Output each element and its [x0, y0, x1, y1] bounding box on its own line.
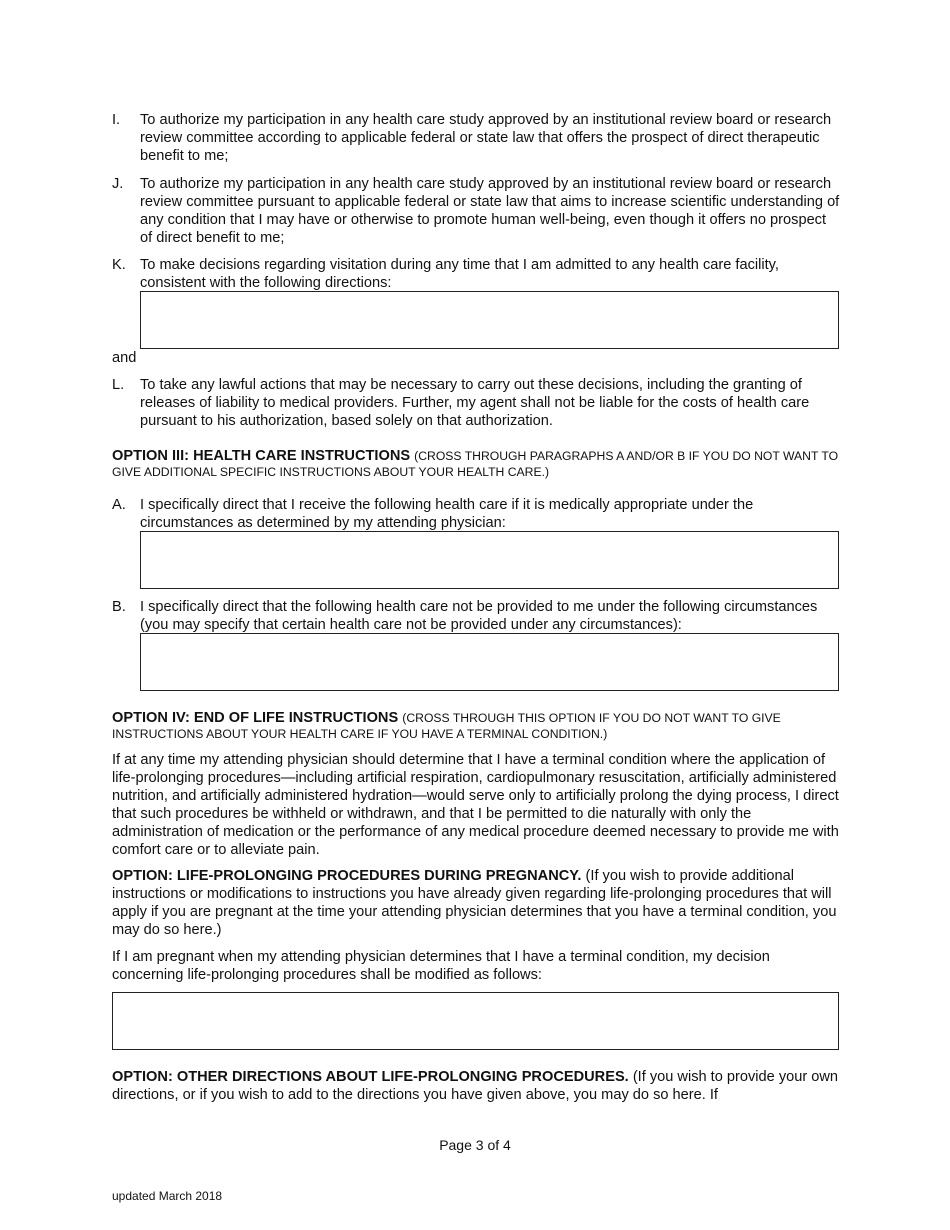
paragraph-text: To take any lawful actions that may be necessary to carry out these decisions, including the granting of releases of liability to medical providers. Further, my agent shall not be liable for the costs of health care pursuant to his authorization, based solely on that authorization. [140, 377, 810, 429]
other-directions-note: (If you wish to provide your own directions, or if you wish to add to the directions you have given above, you may do so here. If [112, 1069, 839, 1103]
paragraph-letter: J. [112, 176, 124, 192]
option-iii-title: OPTION III: HEALTH CARE INSTRUCTIONS [112, 448, 411, 464]
paragraph-letter: L. [112, 377, 125, 393]
paragraph-letter: A. [112, 497, 126, 513]
option-iii-note: (CROSS THROUGH PARAGRAPHS A AND/OR B IF YOU DO NOT WANT TO GIVE ADDITIONAL SPECIFIC INSTRUCTIONS ABOUT YOUR HEALTH CARE.) [112, 449, 839, 479]
paragraph-letter: I. [112, 112, 121, 128]
option-iv-heading [112, 710, 842, 742]
page-number: Page 3 of 4 [439, 1137, 511, 1153]
other-directions-paragraph [112, 1068, 842, 1104]
other-directions-title: OPTION: OTHER DIRECTIONS ABOUT LIFE-PROLONGING PROCEDURES. [112, 1069, 629, 1085]
option-iv-note: (CROSS THROUGH THIS OPTION IF YOU DO NOT WANT TO GIVE INSTRUCTIONS ABOUT YOUR HEALTH CARE IF YOU HAVE A TERMINAL CONDITION.) [112, 711, 781, 741]
paragraph-k [112, 256, 842, 292]
option-iii-heading [112, 448, 842, 480]
paragraph-letter: B. [112, 599, 126, 615]
paragraph-b [112, 598, 842, 634]
and-connector: and [112, 350, 137, 366]
paragraph-text: To authorize my participation in any health care study approved by an institutional review board or research review committee according to applicable federal or state law that offers the prospect of direct therapeutic benefit to me; [140, 112, 832, 164]
paragraph-i [112, 111, 842, 165]
paragraph-text: I specifically direct that the following health care not be provided to me under the following circumstances (you may specify that certain health care not be provided under any circumstances): [140, 599, 818, 633]
option-iv-title: OPTION IV: END OF LIFE INSTRUCTIONS [112, 710, 399, 726]
paragraph-text: To make decisions regarding visitation during any time that I am admitted to any health care facility, consistent with the following directions: [140, 257, 779, 291]
pregnancy-option-title: OPTION: LIFE-PROLONGING PROCEDURES DURING PREGNANCY. [112, 868, 582, 884]
paragraph-l [112, 376, 842, 430]
paragraph-text: I specifically direct that I receive the following health care if it is medically appropriate under the circumstances as determined by my attending physician: [140, 497, 754, 531]
pregnancy-option-paragraph [112, 867, 842, 939]
paragraph-text: To authorize my participation in any health care study approved by an institutional review board or research review committee pursuant to applicable federal or state law that aims to increase scientific understanding of any condition that I may have or otherwise to promote human well-being, even though it offers no prospect of direct benefit to me; [140, 176, 840, 246]
health-care-to-receive-box[interactable] [140, 531, 839, 589]
pregnancy-option-note: (If you wish to provide additional instructions or modifications to instructions you have already given regarding life-prolonging procedures that will apply if you are pregnant at the time your attending physician determines that you have a terminal condition, you may do so here.) [112, 868, 837, 938]
paragraph-a [112, 496, 842, 532]
health-care-not-provided-box[interactable] [140, 633, 839, 691]
paragraph-letter: K. [112, 257, 126, 273]
pregnancy-modification-box[interactable] [112, 992, 839, 1050]
paragraph-j [112, 175, 842, 247]
end-of-life-paragraph: If at any time my attending physician should determine that I have a terminal condition where the application of life-prolonging procedures—including artificial respiration, cardiopulmonary resuscitation, artificially administered nutrition, and artificially administered hydration—would serve only to artificially prolong the dying process, I direct that such procedures be withheld or withdrawn, and that I be permitted to die naturally with only the administration of medication or the performance of any medical procedure deemed necessary to provide me with comfort care or to alleviate pain. [112, 752, 839, 858]
pregnancy-decision-paragraph: If I am pregnant when my attending physician determines that I have a terminal condition, my decision concerning life-prolonging procedures shall be modified as follows: [112, 949, 770, 983]
visitation-directions-box[interactable] [140, 291, 839, 349]
updated-date: updated March 2018 [112, 1189, 223, 1203]
